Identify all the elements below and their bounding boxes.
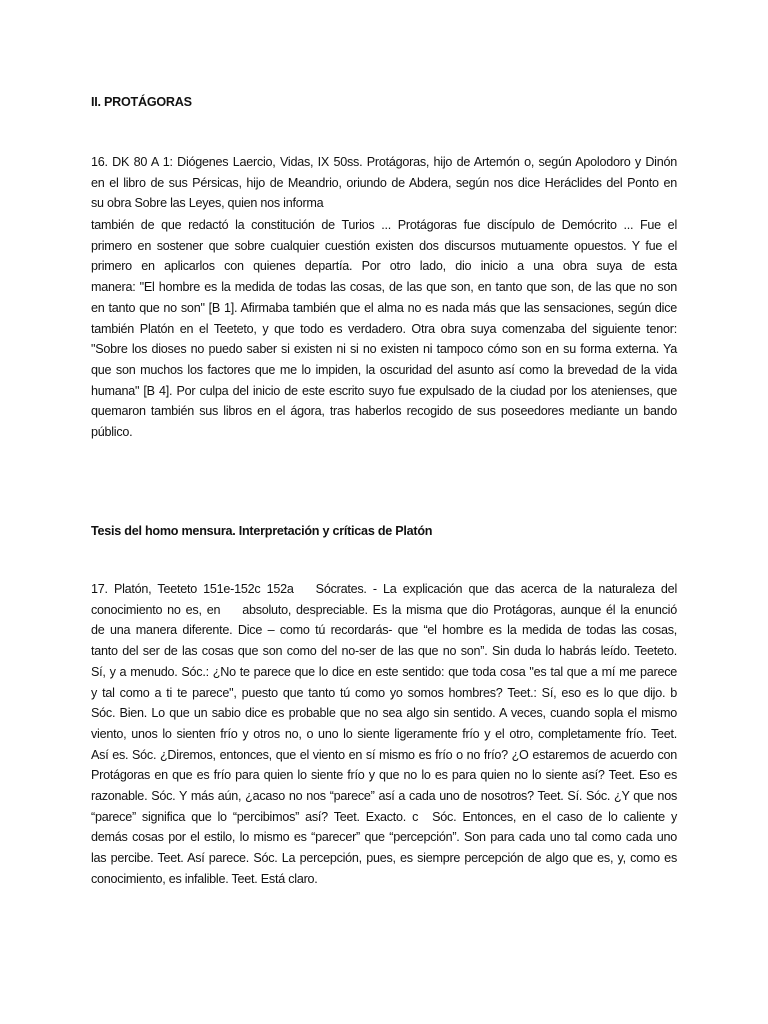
text-line: conocimiento, es infalible. Teet. Está claro.	[91, 871, 318, 886]
text-line	[91, 600, 677, 621]
text-line: manera: "El hombre es la medida de todas las cosas, de las que son, en tanto que son, de las que no son	[91, 280, 677, 295]
text-segment: “parece” significa que lo “percibimos” así? Teet. Exacto. c	[91, 809, 419, 824]
text-line: demás cosas por el estilo, lo mismo es “parecer” que “percepción”. Son para cada uno tal como cada uno	[91, 830, 677, 845]
text-line: también de que redactó la constitución de Turios ... Protágoras fue discípulo de Demócrito ... Fue el	[91, 218, 677, 232]
text-line: su obra Sobre las Leyes, quien nos informa	[91, 196, 324, 211]
text-line	[91, 807, 677, 828]
text-line: tanto del ser de las cosas que son como del no-ser de las que no son”. Sin duda lo habrás leído. Teeteto.	[91, 644, 677, 659]
text-line: humana" [B 4]. Por culpa del inicio de este escrito suyo fue expulsado de la ciudad por los atenienses, que	[91, 383, 677, 398]
fragment-16-body	[91, 215, 677, 443]
fragment-17	[91, 579, 677, 890]
text-line: Sóc. Bien. Lo que un sabio dice es probable que no sea algo sin sentido. A veces, cuando sopla el mismo	[91, 706, 677, 721]
text-line: 16. DK 80 A 1: Diógenes Laercio, Vidas, IX 50ss. Protágoras, hijo de Artemón o, según Apolodoro y Dinón	[91, 155, 677, 169]
section-heading: II. PROTÁGORAS	[91, 95, 192, 109]
text-line: Así es. Sóc. ¿Diremos, entonces, que el viento en sí mismo es frío o no frío? ¿O estaremos de acuerdo con	[91, 747, 677, 762]
subheading: Tesis del homo mensura. Interpretación y críticas de Platón	[91, 524, 433, 538]
text-line: Sí, y a menudo. Sóc.: ¿No te parece que lo dice en este sentido: que toda cosa "es tal que a mí me parece	[91, 664, 677, 679]
text-line: "Sobre los dioses no puedo saber si existen ni si no existen ni tampoco cómo son en su forma externa. Ya	[91, 342, 677, 357]
text-line: las percibe. Teet. Así parece. Sóc. La percepción, pues, es siempre percepción de algo que es, y, como es	[91, 851, 677, 866]
text-line: primero en sostener que sobre cualquier cuestión existen dos discursos mutuamente opuestos. Y fue el	[91, 238, 677, 253]
text-line: público.	[91, 425, 133, 440]
text-line: en tanto que no son" [B 1]. Afirmaba también que el alma no es nada más que las sensaciones, según dice	[91, 300, 677, 315]
text-line: que son muchos los factores que me lo impiden, la oscuridad del asunto así como la brevedad de la vida	[91, 362, 677, 377]
text-segment: 17. Platón, Teeteto 151e-152c 152a	[91, 582, 294, 596]
text-line: primero en aplicarlos con quienes departía. Por otro lado, dio inicio a una obra suya de esta	[91, 259, 677, 274]
text-line: quemaron también sus libros en el ágora, tras haberlos recogido de sus poseedores mediante un bando	[91, 404, 677, 419]
text-line: también Platón en el Teeteto, y que todo es verdadero. Otra obra suya comenzaba del siguiente tenor:	[91, 321, 677, 336]
text-line: en el libro de sus Pérsicas, hijo de Meandrio, oriundo de Abdera, según nos dice Heráclides del Ponto en	[91, 175, 677, 190]
text-line	[91, 579, 677, 600]
text-segment: Sócrates. - La explicación que das acerca de la naturaleza del	[315, 582, 677, 596]
text-line: de una manera diferente. Dice – como tú recordarás- que “el hombre es la medida de todas las cosas,	[91, 623, 677, 638]
text-line: y tal como a ti te parece", puesto que tanto tú como yo somos hombres? Teet.: Sí, eso es lo que dijo. b	[91, 685, 677, 700]
fragment-16-intro	[91, 152, 677, 214]
text-line: viento, unos lo sienten frío y otros no, o uno lo siente ligeramente frío y el otro, completamente frío. Teet.	[91, 726, 677, 741]
text-line: Protágoras en que es frío para quien lo siente frío y que no lo es para quien no lo siente así? Teet. Eso es	[91, 768, 677, 783]
text-segment: Sóc. Entonces, en el caso de lo caliente y	[432, 809, 677, 824]
text-segment: conocimiento no es, en	[91, 602, 221, 617]
text-line: razonable. Sóc. Y más aún, ¿acaso no nos “parece” así a cada uno de nosotros? Teet. Sí. Sóc. ¿Y que nos	[91, 789, 677, 804]
text-segment: absoluto, despreciable. Es la misma que dio Protágoras, aunque él la enunció	[242, 602, 677, 617]
